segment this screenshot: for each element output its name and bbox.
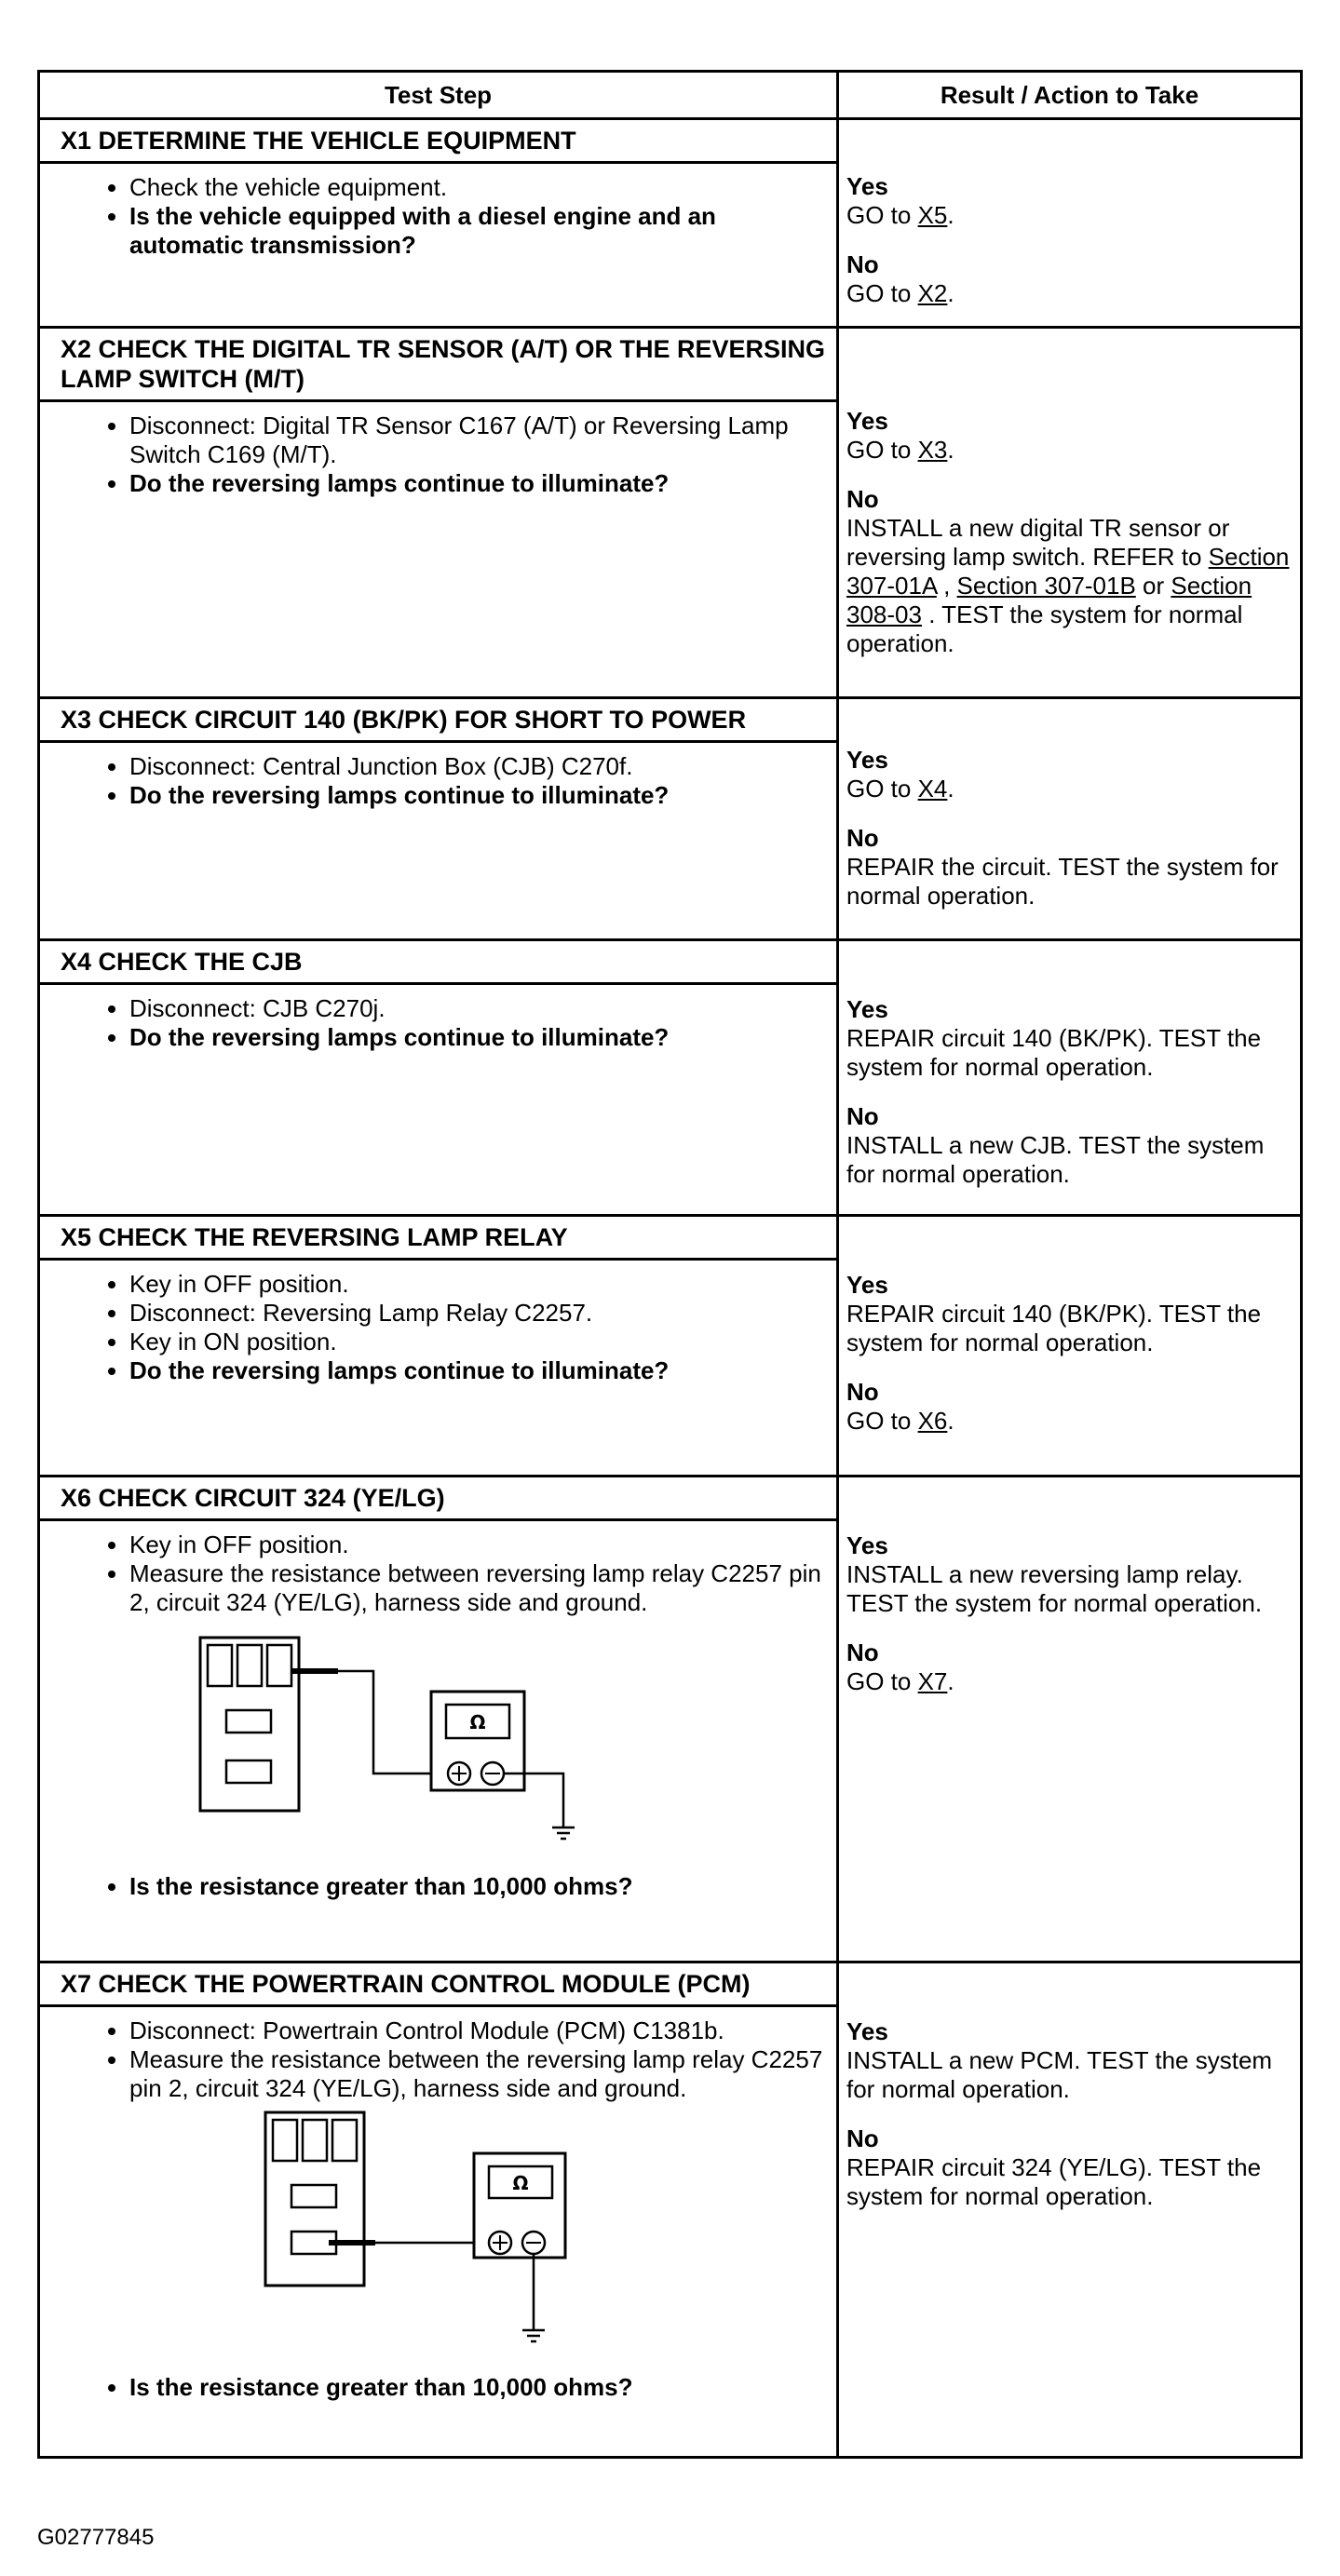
step-row-x6: [39, 1477, 1302, 1962]
step-title: X3 CHECK CIRCUIT 140 (BK/PK) FOR SHORT TO POWER: [40, 699, 836, 743]
step-instruction: • Disconnect: CJB C270j.: [129, 994, 827, 1023]
yes-result: [846, 1531, 1291, 1618]
step-row-x4: [39, 940, 1302, 1216]
test-step-cell: [39, 1477, 838, 1962]
step-instruction: • Disconnect: Powertrain Control Module (PCM) C1381b.: [129, 2016, 827, 2045]
header-test-step: Test Step: [39, 72, 838, 119]
result-cell: [838, 698, 1302, 940]
step-title: X2 CHECK THE DIGITAL TR SENSOR (A/T) OR THE REVERSING LAMP SWITCH (M/T): [40, 329, 836, 402]
ground-icon: [522, 2254, 545, 2341]
step-row-x3: [39, 698, 1302, 940]
result-cell: [838, 328, 1302, 698]
test-step-cell: [39, 119, 838, 328]
yes-result: [846, 2017, 1291, 2104]
step-row-x7: [39, 1962, 1302, 2458]
yes-label: Yes: [846, 407, 888, 435]
step-body: [40, 743, 836, 817]
yes-result: [846, 172, 1291, 230]
yes-text: INSTALL a new PCM. TEST the system for normal operation.: [846, 2046, 1273, 2103]
no-after: .: [947, 279, 954, 307]
yes-text: GO to: [846, 775, 918, 802]
separator-text: ,: [936, 572, 957, 600]
no-label: No: [846, 1378, 879, 1406]
yes-after: .: [947, 201, 954, 229]
no-label: No: [846, 485, 879, 513]
yes-label: Yes: [846, 746, 888, 774]
step-link-x5[interactable]: X5: [917, 201, 948, 229]
no-result: [846, 485, 1291, 658]
yes-after: .: [947, 775, 954, 802]
no-label: No: [846, 2124, 879, 2152]
no-result: [846, 250, 1291, 308]
step-instruction: • Disconnect: Reversing Lamp Relay C2257.: [129, 1299, 827, 1328]
no-text: GO to: [846, 1407, 918, 1435]
no-label: No: [846, 1639, 879, 1666]
yes-label: Yes: [846, 172, 888, 200]
step-question: • Is the vehicle equipped with a diesel engine and an automatic transmission?: [129, 202, 827, 260]
test-step-cell: [39, 1216, 838, 1477]
header-result-action: Result / Action to Take: [838, 72, 1302, 119]
step-body: [40, 2007, 836, 2409]
step-link-x2[interactable]: X2: [917, 279, 948, 307]
step-question: • Do the reversing lamps continue to illuminate?: [129, 1023, 827, 1052]
step-link-x3[interactable]: X3: [917, 436, 948, 464]
step-row-x2: [39, 328, 1302, 698]
no-text: REPAIR the circuit. TEST the system for normal operation.: [846, 853, 1279, 910]
step-instruction: • Disconnect: Central Junction Box (CJB) C270f.: [129, 752, 827, 781]
test-step-cell: [39, 698, 838, 940]
ohm-symbol: Ω: [512, 2172, 529, 2194]
step-title: X4 CHECK THE CJB: [40, 941, 836, 985]
step-title: X7 CHECK THE POWERTRAIN CONTROL MODULE (PCM): [40, 1963, 836, 2007]
step-body: [40, 164, 836, 267]
yes-text: REPAIR circuit 140 (BK/PK). TEST the system for normal operation.: [846, 1024, 1262, 1081]
no-result: [846, 1639, 1291, 1696]
yes-text: INSTALL a new reversing lamp relay. TEST the system for normal operation.: [846, 1560, 1263, 1617]
separator-text: or: [1135, 572, 1171, 600]
yes-after: .: [947, 436, 954, 464]
no-label: No: [846, 250, 879, 278]
test-step-cell: [39, 940, 838, 1216]
step-body: [40, 985, 836, 1059]
no-tail: . TEST the system for normal operation.: [846, 600, 1243, 657]
result-cell: [838, 1962, 1302, 2458]
test-step-cell: [39, 328, 838, 698]
step-title: X6 CHECK CIRCUIT 324 (YE/LG): [40, 1477, 836, 1521]
yes-result: [846, 746, 1291, 803]
result-cell: [838, 940, 1302, 1216]
step-body: [40, 402, 836, 506]
yes-label: Yes: [846, 1271, 888, 1299]
step-instruction: • Check the vehicle equipment.: [129, 173, 827, 202]
relay-box-icon: [265, 2112, 364, 2286]
yes-result: [846, 407, 1291, 465]
step-question: • Do the reversing lamps continue to illuminate?: [129, 1356, 827, 1385]
step-instruction: • Measure the resistance between the reversing lamp relay C2257 pin 2, circuit 324 (YE/LG), harness side and ground.: [129, 2045, 827, 2103]
yes-text: GO to: [846, 201, 918, 229]
no-text: GO to: [846, 279, 918, 307]
no-label: No: [846, 1102, 879, 1130]
no-text: REPAIR circuit 324 (YE/LG). TEST the system for normal operation.: [846, 2153, 1262, 2210]
resistance-test-diagram: [198, 1636, 645, 1855]
step-question: • Do the reversing lamps continue to illuminate?: [129, 469, 827, 498]
step-instruction: • Disconnect: Digital TR Sensor C167 (A/T) or Reversing Lamp Switch C169 (M/T).: [129, 411, 827, 469]
no-result: [846, 824, 1291, 910]
step-instruction: • Key in OFF position.: [129, 1531, 827, 1559]
result-cell: [838, 1216, 1302, 1477]
section-link-308-03[interactable]: Section 308-03: [846, 572, 1252, 628]
no-text: INSTALL a new digital TR sensor or reversing lamp switch. REFER to: [846, 514, 1230, 571]
ohmmeter-icon: [474, 2153, 565, 2258]
result-cell: [838, 1477, 1302, 1962]
step-body: [40, 1261, 836, 1393]
ohmmeter-icon: [431, 1692, 524, 1790]
step-row-x1: [39, 119, 1302, 328]
no-after: .: [947, 1407, 954, 1435]
no-text: INSTALL a new CJB. TEST the system for normal operation.: [846, 1131, 1265, 1188]
no-text: GO to: [846, 1667, 918, 1695]
step-title: X1 DETERMINE THE VEHICLE EQUIPMENT: [40, 120, 836, 164]
step-instruction: • Key in OFF position.: [129, 1270, 827, 1299]
no-label: No: [846, 824, 879, 852]
yes-label: Yes: [846, 995, 888, 1023]
relay-box-icon: [200, 1638, 299, 1811]
yes-result: [846, 995, 1291, 1082]
step-question: • Is the resistance greater than 10,000 ohms?: [129, 1872, 827, 1901]
section-link-307-01a[interactable]: Section 307-01A: [846, 543, 1290, 600]
step-title: X5 CHECK THE REVERSING LAMP RELAY: [40, 1217, 836, 1261]
step-body: [40, 1521, 836, 1908]
ohm-symbol: Ω: [469, 1711, 486, 1733]
no-result: [846, 2124, 1291, 2211]
step-question: • Do the reversing lamps continue to illuminate?: [129, 781, 827, 810]
step-row-x5: [39, 1216, 1302, 1477]
result-cell: [838, 119, 1302, 328]
no-result: [846, 1102, 1291, 1189]
yes-result: [846, 1271, 1291, 1357]
yes-label: Yes: [846, 1531, 888, 1559]
step-link-x4[interactable]: X4: [917, 775, 948, 802]
no-result: [846, 1378, 1291, 1436]
yes-text: REPAIR circuit 140 (BK/PK). TEST the system for normal operation.: [846, 1300, 1262, 1356]
section-link-307-01b[interactable]: Section 307-01B: [956, 572, 1136, 600]
diagnostic-table: [37, 70, 1303, 2459]
step-instruction: • Key in ON position.: [129, 1328, 827, 1356]
step-question: • Is the resistance greater than 10,000 ohms?: [129, 2373, 827, 2402]
yes-label: Yes: [846, 2017, 888, 2045]
figure-id: G02777845: [37, 2525, 155, 2550]
test-lead-wire: [291, 1671, 442, 1774]
step-link-x6[interactable]: X6: [917, 1407, 948, 1435]
test-step-cell: [39, 1962, 838, 2458]
yes-text: GO to: [846, 436, 918, 464]
step-link-x7[interactable]: X7: [917, 1667, 948, 1695]
step-instruction: • Measure the resistance between reversing lamp relay C2257 pin 2, circuit 324 (YE/LG), harness side and ground.: [129, 1559, 827, 1617]
no-after: .: [947, 1667, 954, 1695]
resistance-test-diagram: [264, 2111, 655, 2356]
